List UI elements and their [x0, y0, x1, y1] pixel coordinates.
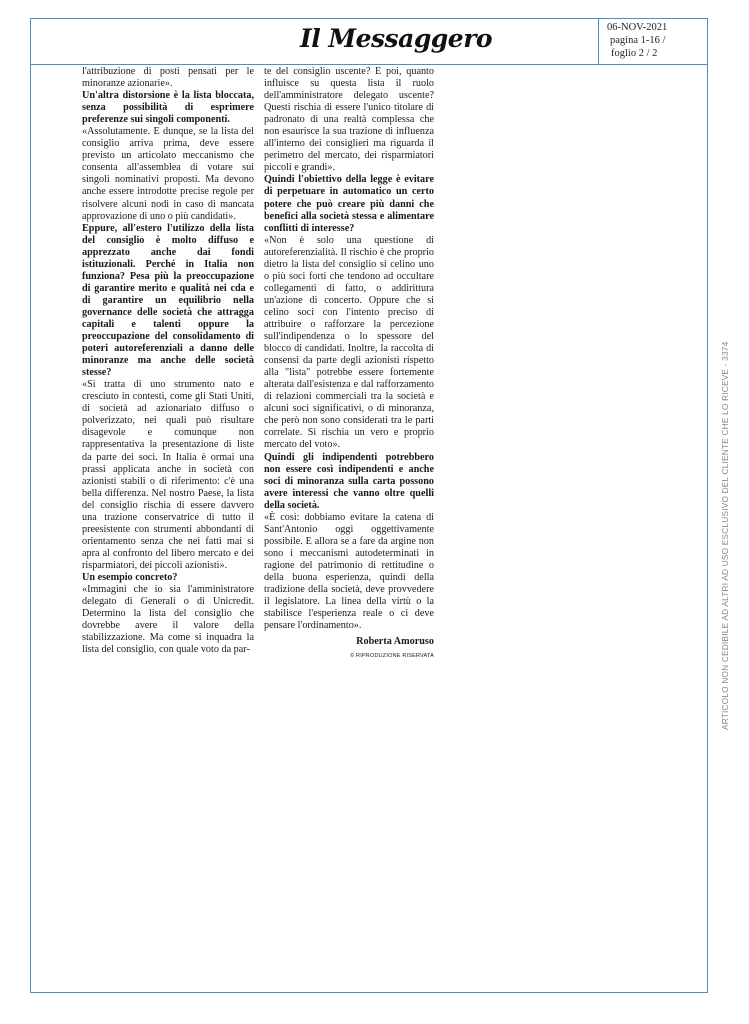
answer-paragraph: l'attribuzione di posti pensati per le minoranze azionarie».	[82, 66, 254, 90]
page-number: pagina 1-16 /	[610, 35, 666, 46]
answer-paragraph: «Non è solo una questione di autoreferenzialità. Il rischio è che proprio dietro la lista del consiglio si celino uno o più soci forti che tendono ad occultare collegamenti di fatto, o addirittura un'azione di concerto. Oppure che si celino soci con l'intento preciso di attribuire o rafforzare la percezione sull'indipendenza o lo spessore del blocco di candidati. Inoltre, la raccolta di consensi da parte degli azionisti rispetto alla "lista" potrebbe essere fortemente alterata dall'esistenza e dal rafforzamento di relazioni commerciali tra la società e alcuni soci significativi, o di minoranza, che però non sono considerati tra le parti correlate. Si rischia un vero e proprio mercato del voto».	[264, 234, 434, 451]
newspaper-masthead: Il Messaggero	[300, 24, 493, 53]
date-box	[598, 18, 708, 64]
sheet-number: foglio 2 / 2	[611, 48, 658, 59]
question-paragraph: Un esempio concreto?	[82, 571, 178, 583]
answer-paragraph: te del consiglio uscente? E poi, quanto influisce su questa lista il ruolo dell'amministratore delegato uscente? Questi rischia di essere l'unico titolare di padronato di una realtà complessa che non esaurisce la sua trazione di influenza all'interno dei consiglieri ma riguarda il perimetro del mercato, dei risparmiatori piccoli e grandi».	[264, 66, 434, 174]
answer-paragraph: «Immagini che io sia l'amministratore delegato di Generali o di Unicredit. Determino la lista del consiglio che dovrebbe avere il valore della stabilizzazione. Ma come si inquadra la lista del consiglio, con quale voto da par-	[82, 584, 254, 656]
header-divider	[30, 64, 708, 65]
question-paragraph: Quindi l'obiettivo della legge è evitare di perpetuare in automatico un certo potere che può creare più danni che benefici alla società stessa e alimentare conflitti di interesse?	[264, 174, 434, 234]
side-note-text: ARTICOLO NON CEDIBILE AD ALTRI AD USO ESCLUSIVO DEL CLIENTE CHE LO RICEVE - 3374	[720, 341, 730, 730]
question-paragraph: Un'altra distorsione è la lista bloccata, senza possibilità di esprimere preferenze sui singoli componenti.	[82, 90, 254, 126]
article-column-right	[264, 66, 434, 660]
answer-paragraph: «Si tratta di uno strumento nato e cresciuto in contesti, come gli Stati Uniti, di società ad azionariato diffuso o polverizzato, nei quali può risultare disagevole e comunque non rappresentativa la presentazione di liste da parte dei soci. In Italia è ormai una prassi applicata anche in società con azionisti stabili o di riferimento: c'è una bella differenza. Nel nostro Paese, la lista del consiglio rischia di essere davvero una trazione conservatrice di tutto il preesistente con strumenti abbondanti di orientamento senza che nei fatti mai si apra al confronto del libero mercato e dei risparmiatori, dei piccoli azionisti».	[82, 379, 254, 571]
answer-paragraph: «È così: dobbiamo evitare la catena di Sant'Antonio oggi oggettivamente possibile. E allora se a fare da argine non sono i meccanismi autodeterminati in ragione del patrimonio di rettitudine o della buona esperienza, quindi della tradizione della società, deve provvedere il legislatore. La linea della virtù o la stabilisce l'esperienza reale o ci deve pensare l'ordinamento».	[264, 511, 434, 632]
copyright-notice: © RIPRODUZIONE RISERVATA	[350, 653, 434, 660]
answer-paragraph: «Assolutamente. E dunque, se la lista del consiglio arriva prima, deve essere previsto un articolato meccanismo che consenta all'assemblea di votare sui singoli nominativi proposti. Ma devono anche essere introdotte precise regole per risolvere alcuni nodi in caso di mancata approvazione di uno o più candidati».	[82, 126, 254, 222]
article-column-left	[82, 66, 254, 656]
author-signature: Roberta Amoruso	[356, 636, 434, 648]
question-paragraph: Eppure, all'estero l'utilizzo della lista del consiglio è molto diffuso e apprezzato anche dai fondi istituzionali. Perché in Italia non funziona? Pesa più la preoccupazione di garantire merito e qualità nei cda e di garantire un equilibrio nella governance delle società che attragga capitali e talenti oppure la preoccupazione del consolidamento di poteri autoreferenziali a danno delle minoranze ma anche delle società stesse?	[82, 222, 254, 379]
question-paragraph: Quindi gli indipendenti potrebbero non essere così indipendenti e anche soci di minoranza sulla carta possono avere interessi che vanno oltre quelli della società.	[264, 451, 434, 511]
publication-date: 06-NOV-2021	[607, 22, 668, 33]
